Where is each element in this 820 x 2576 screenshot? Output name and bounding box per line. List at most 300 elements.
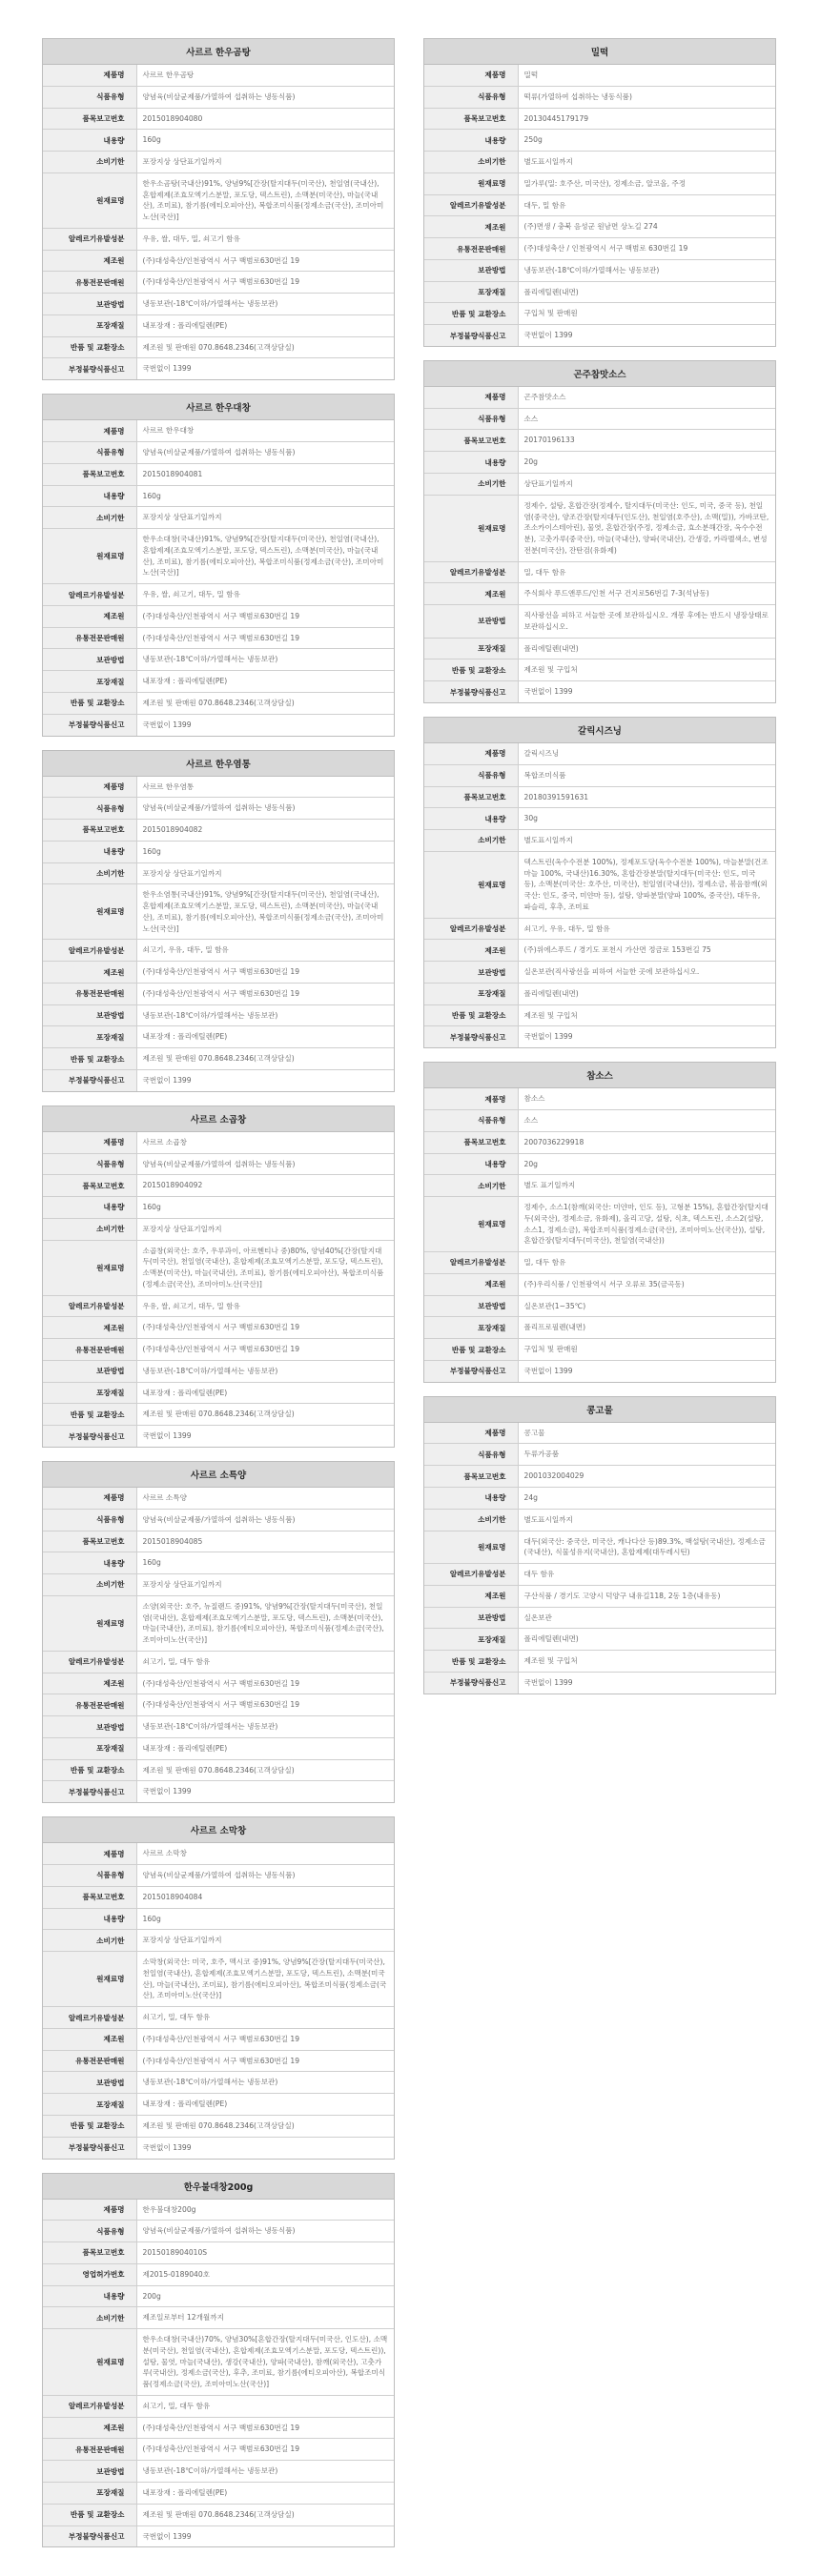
row-value: (주)대성축산/인천광역시 서구 백범로630번길 19 (136, 1673, 394, 1694)
row-value: 양념육(비살균제품/가열하여 섭취하는 냉동식품) (136, 2221, 394, 2242)
row-value: (주)대성축산/인천광역시 서구 백범로630번길 19 (136, 250, 394, 272)
row-label: 내용량 (43, 1908, 136, 1930)
row-value: 쇠고기, 우유, 대두, 밀 함유 (518, 918, 775, 940)
row-label: 품목보고번호 (424, 1466, 518, 1488)
row-value: (주)대성축산/인천광역시 서구 백범로630번길 19 (136, 1339, 394, 1361)
row-label: 품목보고번호 (43, 108, 136, 130)
row-label: 내용량 (43, 841, 136, 862)
row-value: 내포장재 : 폴리에틸렌(PE) (136, 314, 394, 336)
row-label: 내용량 (424, 130, 518, 152)
table-row (43, 2307, 394, 2329)
row-label: 제품명 (424, 1423, 518, 1444)
panel-title: 사르르 한우염통 (43, 751, 394, 777)
table-row (424, 1672, 775, 1693)
table-row (43, 358, 394, 379)
right-column (423, 38, 776, 1708)
row-label: 반품 및 교환장소 (43, 336, 136, 358)
row-value: 양념육(비살균제품/가열하여 섭취하는 냉동식품) (136, 442, 394, 464)
table-row (43, 1759, 394, 1781)
table-row (43, 983, 394, 1004)
row-label: 제조원 (424, 940, 518, 962)
product-info-table (43, 420, 394, 735)
table-row (43, 2285, 394, 2307)
row-label: 식품유형 (43, 442, 136, 464)
table-row (43, 1886, 394, 1908)
table-row (43, 2200, 394, 2221)
row-value: 국번없이 1399 (142, 1075, 192, 1085)
row-label: 제품명 (43, 420, 136, 441)
row-label: 반품 및 교환장소 (43, 1404, 136, 1426)
row-label: 부정불량식품신고 (424, 325, 518, 346)
product-info-table (424, 1423, 775, 1694)
row-label: 품목보고번호 (424, 108, 518, 130)
row-value: 구산식품 / 경기도 고양시 덕양구 내유길118, 2동 1층(내유동) (518, 1585, 775, 1607)
table-row (43, 2115, 394, 2137)
table-row (424, 851, 775, 918)
panel-title: 밀떡 (424, 39, 775, 65)
table-row (43, 1404, 394, 1426)
row-value: 2001032004029 (518, 1466, 775, 1488)
row-value: 떡류(가열하여 섭취하는 냉동식품) (518, 86, 775, 108)
row-value: 내포장재 : 폴리에틸렌(PE) (136, 2482, 394, 2504)
table-row (43, 1737, 394, 1759)
row-label: 알레르기유발성분 (43, 940, 136, 962)
table-row (424, 130, 775, 152)
table-row (424, 605, 775, 639)
row-value: (주)대성축산/인천광역시 서구 백범로630번길 19 (136, 605, 394, 627)
row-value: 덱스트린(옥수수전분 100%), 정제포도당(옥수수전분 100%), 마늘분말(건조마늘 100%, 국내산)16.30%, 혼합간장분말(탈지대두(미국산: 인도, 미국 등), 소맥분(미국산: 호주산, 미국산), 천일염(국내산)), 정제소금, 볶음참깨(외국산: 인도, 중국, 미얀마 등), 설탕, 양파분말(양파 100%, 중국산), 대두유, 파슬리, 후추, 조미료 (518, 851, 775, 918)
row-value: 참소스 (518, 1088, 775, 1109)
table-row (43, 1843, 394, 1864)
table-row (43, 1426, 394, 1447)
row-value: 냉동보관(-18℃이하/가열해서는 냉동보관) (518, 259, 775, 281)
row-value: (주)대성축산/인천광역시 서구 백범로630번길 19 (136, 1694, 394, 1716)
row-value: 2015018904081 (136, 463, 394, 485)
row-label: 보관방법 (43, 1360, 136, 1382)
table-row (424, 918, 775, 940)
table-row (43, 2028, 394, 2050)
product-info-panel (42, 2173, 395, 2548)
table-row (43, 1574, 394, 1596)
row-label: 제조원 (43, 605, 136, 627)
table-row (43, 1004, 394, 1026)
row-label: 내용량 (43, 2285, 136, 2307)
row-value: 20170196133 (518, 430, 775, 452)
table-row (424, 1629, 775, 1651)
row-value: 포장지상 상단표기일까지 (136, 862, 394, 884)
table-row (424, 659, 775, 681)
row-label: 포장재질 (43, 671, 136, 693)
table-row (43, 714, 394, 735)
row-value: 실온보관 (518, 1607, 775, 1629)
row-label: 제품명 (43, 777, 136, 798)
table-row (43, 2072, 394, 2094)
table-row (424, 1444, 775, 1466)
table-row (43, 1694, 394, 1716)
row-label: 식품유형 (43, 1509, 136, 1531)
row-value: 두류가공품 (518, 1444, 775, 1466)
row-value: 소양(외국산: 호주, 뉴질랜드 중)91%, 양념9%[간장(탈지대두(미국산), 천일염(국내산), 혼합제제(조효모엑기스분말, 포도당, 덱스트린), 소맥분(미국산), 마늘(국내산), 조미료), 참기름(에티오피아산), 복합조미식품(정제소금(국산), 조미아미노산(국산)] (136, 1595, 394, 1651)
row-value: 직사광선을 피하고 서늘한 곳에 보관하십시오. 개봉 후에는 반드시 냉장상태로 보관하십시오. (518, 605, 775, 639)
table-row (424, 1423, 775, 1444)
table-row (424, 1295, 775, 1317)
product-info-panel (423, 1396, 776, 1694)
row-value: (주)대성축산/인천광역시 서구 백범로630번길 19 (136, 1317, 394, 1339)
product-info-panel (42, 1105, 395, 1448)
table-row (424, 1488, 775, 1510)
table-row (43, 584, 394, 606)
row-value: 갈릭시즈닝 (518, 743, 775, 764)
table-row (424, 474, 775, 496)
table-row (424, 764, 775, 786)
row-value: 별도표시일까지 (518, 1509, 775, 1531)
row-value: (주)대성축산 / 인천광역시 서구 백범로 630번길 19 (518, 238, 775, 260)
table-row (424, 1607, 775, 1629)
row-value: 사르르 소곱창 (136, 1132, 394, 1153)
row-value: 구입처 및 판매원 (518, 1339, 775, 1361)
table-row (43, 2417, 394, 2439)
row-label: 제품명 (424, 65, 518, 86)
row-label: 제품명 (43, 1132, 136, 1153)
row-label: 보관방법 (424, 1607, 518, 1629)
table-row (424, 1026, 775, 1047)
table-row (43, 529, 394, 584)
left-column (42, 38, 395, 2561)
table-row (43, 2007, 394, 2029)
row-value: 실온보관(1~35℃) (518, 1295, 775, 1317)
row-value: 국번없이 1399 (142, 720, 192, 729)
row-label: 알레르기유발성분 (43, 2395, 136, 2417)
table-row (43, 2439, 394, 2461)
row-label: 원재료명 (43, 529, 136, 584)
table-row (43, 1218, 394, 1240)
row-value: 국번없이 1399 (142, 364, 192, 374)
table-row (43, 1382, 394, 1404)
table-row (43, 1509, 394, 1531)
row-label: 식품유형 (43, 798, 136, 820)
table-row (43, 862, 394, 884)
row-value: 양념육(비살균제품/가열하여 섭취하는 냉동식품) (136, 1865, 394, 1887)
row-value: 국번없이 1399 (523, 1366, 573, 1375)
table-row (43, 1595, 394, 1651)
row-label: 반품 및 교환장소 (424, 659, 518, 681)
row-value: (주)대성축산/인천광역시 서구 백범로630번길 19 (136, 983, 394, 1004)
table-row (424, 743, 775, 764)
row-label: 부정불량식품신고 (43, 1781, 136, 1802)
panel-title: 콩고물 (424, 1397, 775, 1423)
row-label: 원재료명 (43, 2329, 136, 2396)
table-row (424, 1273, 775, 1295)
table-row (43, 420, 394, 441)
table-row (43, 1197, 394, 1219)
table-row (424, 86, 775, 108)
row-label: 원재료명 (43, 1952, 136, 2007)
row-label: 식품유형 (424, 1444, 518, 1466)
row-value: 160g (136, 130, 394, 152)
table-row (43, 108, 394, 130)
row-value: 냉동보관(-18℃이하/가열해서는 냉동보관) (136, 649, 394, 671)
row-label: 알레르기유발성분 (43, 2007, 136, 2029)
table-row (43, 314, 394, 336)
table-row (43, 627, 394, 649)
row-value: 양념육(비살균제품/가열하여 섭취하는 냉동식품) (136, 86, 394, 108)
row-value: 국번없이 1399 (142, 1787, 192, 1796)
row-value: 쇠고기, 밀, 대두 함유 (136, 2007, 394, 2029)
row-value: 냉동보관(-18℃이하/가열해서는 냉동보관) (136, 1360, 394, 1382)
product-info-table (43, 2200, 394, 2547)
row-label: 알레르기유발성분 (424, 561, 518, 583)
panel-title: 사르르 소막창 (43, 1817, 394, 1843)
panel-title: 곤주참맛소스 (424, 361, 775, 387)
row-label: 제품명 (43, 2200, 136, 2221)
row-label: 유통전문판매원 (43, 2050, 136, 2072)
row-label: 식품유형 (43, 86, 136, 108)
row-value: 30g (518, 808, 775, 830)
table-row (43, 1781, 394, 1802)
row-value: 제조원 및 구입처 (518, 1651, 775, 1673)
row-label: 제품명 (43, 1488, 136, 1509)
table-row (43, 1552, 394, 1574)
row-value: 200g (136, 2285, 394, 2307)
row-label: 소비기한 (43, 2307, 136, 2329)
product-info-panel (423, 38, 776, 347)
row-label: 품목보고번호 (424, 430, 518, 452)
table-row (43, 2137, 394, 2158)
row-value: (주)대성축산/인천광역시 서구 백범로630번길 19 (136, 2028, 394, 2050)
panel-title: 사르르 소특양 (43, 1462, 394, 1488)
row-label: 알레르기유발성분 (424, 1564, 518, 1586)
row-value: 냉동보관(-18℃이하/가열해서는 냉동보관) (136, 1004, 394, 1026)
row-value: 실온보관(직사광선을 피하여 서늘한 곳에 보관하십시오. (518, 962, 775, 984)
product-info-table (424, 743, 775, 1047)
table-row (43, 507, 394, 529)
row-value: (주)대성축산/인천광역시 서구 백범로630번길 19 (136, 2439, 394, 2461)
table-row (424, 1531, 775, 1564)
table-row (424, 152, 775, 173)
row-value: 포장지상 상단표기일까지 (136, 1574, 394, 1596)
table-row (424, 1339, 775, 1361)
product-info-table (43, 65, 394, 379)
row-label: 내용량 (424, 808, 518, 830)
product-info-panel (42, 750, 395, 1092)
row-label: 부정불량식품신고 (424, 1026, 518, 1047)
row-value: 밀, 대두 함유 (518, 1252, 775, 1274)
table-row (43, 228, 394, 250)
row-label: 소비기한 (424, 1509, 518, 1531)
row-label: 제조원 (43, 2028, 136, 2050)
table-row (424, 452, 775, 474)
row-label: 알레르기유발성분 (43, 228, 136, 250)
table-row (43, 272, 394, 294)
table-row (43, 798, 394, 820)
row-label: 원재료명 (43, 884, 136, 940)
row-label: 품목보고번호 (43, 2242, 136, 2264)
row-label: 유통전문판매원 (424, 238, 518, 260)
row-value: (주)대성축산/인천광역시 서구 백범로630번길 19 (136, 962, 394, 984)
row-label: 부정불량식품신고 (43, 1069, 136, 1090)
table-row (43, 463, 394, 485)
product-info-panel (42, 1816, 395, 2159)
row-label: 유통전문판매원 (43, 1339, 136, 1361)
table-row (424, 1109, 775, 1131)
row-label: 반품 및 교환장소 (43, 1048, 136, 1070)
row-label: 식품유형 (43, 1865, 136, 1887)
table-row (424, 194, 775, 216)
table-row (43, 1930, 394, 1952)
row-value: 밀, 대두 함유 (518, 561, 775, 583)
product-info-table (424, 65, 775, 346)
row-label: 포장재질 (424, 638, 518, 659)
row-value: 2015018904080 (136, 108, 394, 130)
row-value: 우유, 쌀, 대두, 밀, 쇠고기 함유 (136, 228, 394, 250)
row-label: 식품유형 (424, 408, 518, 430)
row-value: 포장지상 상단표기일까지 (136, 152, 394, 173)
table-row (424, 1088, 775, 1109)
row-value: 20g (518, 1153, 775, 1175)
table-row (424, 1197, 775, 1252)
table-row (43, 1488, 394, 1509)
table-row (43, 2263, 394, 2285)
row-value: 우유, 쌀, 쇠고기, 대두, 밀 함유 (136, 584, 394, 606)
row-value: 폴리프로필렌(내면) (518, 1317, 775, 1339)
row-label: 제조원 (43, 250, 136, 272)
row-label: 부정불량식품신고 (43, 2137, 136, 2158)
row-value: 소막창(외국산: 미국, 호주, 멕시코 중)91%, 양념9%[간장(탈지대두(미국산), 천일염(국내산), 혼합제제(조효모엑기스분말, 포도당, 덱스트린), 소맥분(미국산), 마늘(국내산), 조미료), 참기름(에티오피아산), 복합조미식품(정제소금(국산), 조미아미노산(국산)] (136, 1952, 394, 2007)
row-label: 품목보고번호 (43, 463, 136, 485)
row-label: 소비기한 (43, 1574, 136, 1596)
row-label: 품목보고번호 (424, 1131, 518, 1153)
table-row (424, 1509, 775, 1531)
row-value: 별도표시일까지 (518, 152, 775, 173)
row-value: 양념육(비살균제품/가열하여 섭취하는 냉동식품) (136, 1509, 394, 1531)
product-info-panel (423, 1062, 776, 1382)
row-label: 부정불량식품신고 (424, 1360, 518, 1381)
row-value: 2015018904085 (136, 1531, 394, 1552)
row-value: 160g (136, 1197, 394, 1219)
table-row (43, 2329, 394, 2396)
row-value: 대두(외국산: 중국산, 미국산, 캐나다산 등)89.3%, 백설탕(국내산), 정제소금(국내산), 식물성유지(국내산), 혼합제제(대두레시틴) (518, 1531, 775, 1564)
row-value: 한우소곰탕(국내산)91%, 양념9%[간장(탈지대두(미국산), 천일염(국내산), 혼합제제(조효모엑기스분말, 포도당, 덱스트린), 소맥분(미국산), 마늘(국내산), 조미료), 참기름(에티오피아산), 복합조미식품(정제소금(국산), 조미아미노산(국산)] (136, 172, 394, 228)
row-value: 제조원 및 판매원 070.8648.2346(고객상담실) (136, 336, 394, 358)
row-value: 밀떡 (518, 65, 775, 86)
row-value: 160g (136, 1552, 394, 1574)
row-value: 2015018904010S (136, 2242, 394, 2264)
row-label: 품목보고번호 (43, 1175, 136, 1197)
row-value: 한우소염통(국내산)91%, 양념9%[간장(탈지대두(미국산), 천일염(국내산), 혼합제제(조효모엑기스분말, 포도당, 덱스트린), 소맥분(미국산), 마늘(국내산), 조미료), 참기름(에티오피아산), 복합조미식품(정제소금(국산), 조미아미노산(국산)] (136, 884, 394, 940)
row-label: 유통전문판매원 (43, 627, 136, 649)
row-value: (주)대성축산/인천광역시 서구 백범로630번길 19 (136, 2050, 394, 2072)
row-value: 제조원 및 판매원 070.8648.2346(고객상담실) (136, 1048, 394, 1070)
row-value: 국번없이 1399 (142, 2531, 192, 2541)
row-value: 폴리에틸렌(내면) (518, 281, 775, 303)
table-row (424, 583, 775, 605)
row-label: 제품명 (424, 387, 518, 408)
table-row (424, 1153, 775, 1175)
row-label: 내용량 (43, 485, 136, 507)
row-value: 사르르 한우곰탕 (136, 65, 394, 86)
table-row (43, 1295, 394, 1317)
row-value: 사르르 소막창 (136, 1843, 394, 1864)
row-value: 구입처 및 판매원 (518, 303, 775, 325)
row-label: 부정불량식품신고 (43, 714, 136, 735)
product-info-table (424, 387, 775, 702)
row-value: 포장지상 상단표기일까지 (136, 1218, 394, 1240)
row-label: 포장재질 (43, 2482, 136, 2504)
row-label: 소비기한 (424, 830, 518, 852)
row-value: 24g (518, 1488, 775, 1510)
row-label: 부정불량식품신고 (43, 1426, 136, 1447)
product-info-panel (42, 1461, 395, 1803)
row-label: 반품 및 교환장소 (43, 1759, 136, 1781)
row-value: 국번없이 1399 (523, 1032, 573, 1042)
table-row (424, 940, 775, 962)
table-row (424, 1585, 775, 1607)
row-value: 20180391591631 (518, 786, 775, 808)
table-row (43, 1908, 394, 1930)
product-info-table (424, 1088, 775, 1381)
row-label: 유통전문판매원 (43, 2439, 136, 2461)
row-label: 반품 및 교환장소 (43, 692, 136, 714)
table-row (43, 1651, 394, 1673)
row-value: 제조원 및 구입처 (518, 1004, 775, 1026)
table-row (43, 2050, 394, 2072)
row-value: 제조원 및 판매원 070.8648.2346(고객상담실) (136, 1759, 394, 1781)
table-row (43, 2221, 394, 2242)
table-row (43, 336, 394, 358)
row-value: 밀가루(밀: 호주산, 미국산), 정제소금, 알코올, 주정 (518, 172, 775, 194)
row-label: 식품유형 (43, 2221, 136, 2242)
table-row (43, 152, 394, 173)
row-value: 제조원 및 구입처 (518, 659, 775, 681)
table-row (43, 1132, 394, 1153)
row-value: 제조원 및 판매원 070.8648.2346(고객상담실) (136, 1404, 394, 1426)
row-label: 포장재질 (424, 281, 518, 303)
row-label: 부정불량식품신고 (424, 681, 518, 702)
row-value: 냉동보관(-18℃이하/가열해서는 냉동보관) (136, 2461, 394, 2483)
row-label: 원재료명 (424, 495, 518, 561)
row-value: 한우소대창(국내산)70%, 양념30%[혼합간장(탈지대두(미국산, 인도산), 소맥분(미국산), 천일염(국내산), 혼합제제(조효모엑기스분말, 포도당, 덱스트린)), 설탕, 물엿, 마늘(국내산), 생강(국내산), 양파(국내산), 참깨(외국산), 고춧가루(국내산), 정제소금(국산), 후추, 조미료, 참기름(에티오피아산), 복합조미식품(정제소금(국산), 조미아미노산(국산)] (136, 2329, 394, 2396)
row-value: 제조원 및 판매원 070.8648.2346(고객상담실) (136, 2504, 394, 2525)
table-row (43, 2504, 394, 2525)
table-row (43, 2094, 394, 2116)
row-value: 주식회사 푸드앤푸드/인천 서구 건지로56번길 7-3(석남동) (518, 583, 775, 605)
row-value: (주)대성축산/인천광역시 서구 백범로630번길 19 (136, 2417, 394, 2439)
table-row (43, 65, 394, 86)
row-label: 보관방법 (43, 649, 136, 671)
row-label: 알레르기유발성분 (43, 1295, 136, 1317)
panel-title: 사르르 한우대창 (43, 395, 394, 420)
row-value: 상단표기일까지 (518, 474, 775, 496)
row-label: 제품명 (424, 743, 518, 764)
row-value: 내포장재 : 폴리에틸렌(PE) (136, 2094, 394, 2116)
row-value: 한우불대창200g (136, 2200, 394, 2221)
table-row (43, 2525, 394, 2546)
row-value: 포장지상 상단표기일까지 (136, 1930, 394, 1952)
table-row (43, 777, 394, 798)
table-row (424, 561, 775, 583)
row-label: 제조원 (43, 962, 136, 984)
table-row (43, 250, 394, 272)
table-row (43, 2461, 394, 2483)
table-row (424, 238, 775, 260)
row-label: 품목보고번호 (424, 786, 518, 808)
row-value: 내포장재 : 폴리에틸렌(PE) (136, 1382, 394, 1404)
panel-title: 갈릭시즈닝 (424, 718, 775, 743)
table-row (424, 1131, 775, 1153)
row-label: 내용량 (43, 1552, 136, 1574)
row-value: 별도 표기일까지 (518, 1175, 775, 1197)
row-label: 제조원 (43, 2417, 136, 2439)
